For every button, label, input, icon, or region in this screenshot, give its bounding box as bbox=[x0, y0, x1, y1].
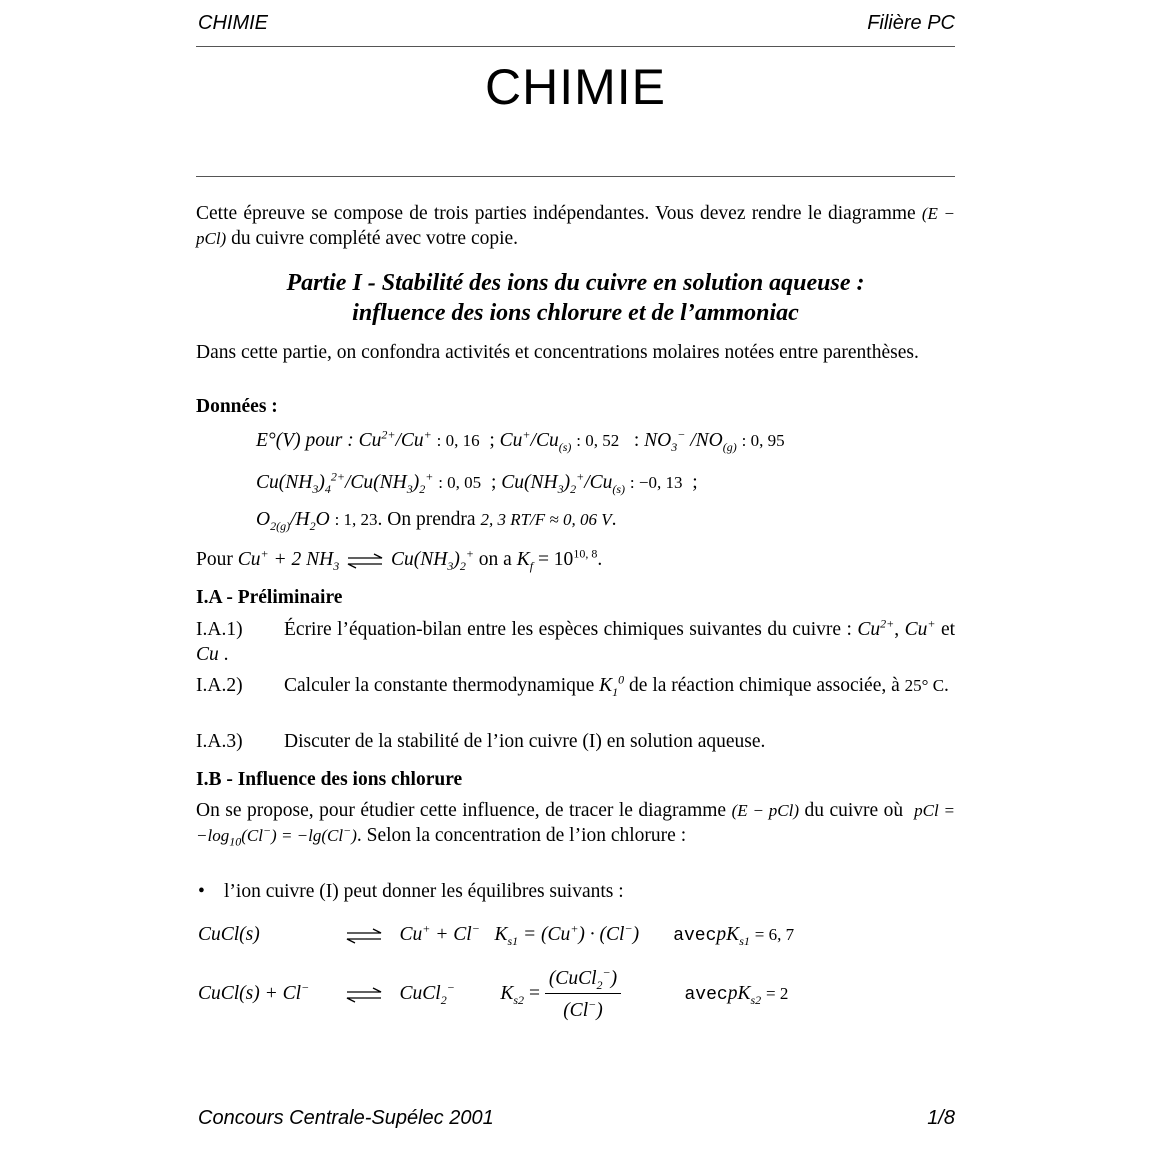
q2-text-1: Calculer la constante thermodynamique bbox=[284, 675, 595, 696]
bullet-icon: • bbox=[198, 881, 205, 902]
bullet-item bbox=[196, 879, 955, 904]
bullet-text: l’ion cuivre (I) peut donner les équilibres suivants : bbox=[224, 881, 624, 902]
b-text-3: . Selon la concentration de l’ion chlorure : bbox=[356, 825, 687, 846]
equilibrium-2: CuCl(s) + Cl− CuCl$_2$− $K_{s2}$ = $\frac{(CuCl_2^-)}{(Cl^-)}$ avecpK$_{s2}$ = 2 bbox=[198, 965, 789, 1021]
document-page bbox=[196, 0, 955, 1152]
part1-intro: Dans cette partie, on confondra activités et concentrations molaires notées entre parenthèses. bbox=[196, 342, 919, 363]
data-line-3: $O_{2(g)}/H_2O$ : 1, 23. On prendra 2, 3 RT/F ≈ 0, 06 V. bbox=[256, 509, 617, 533]
question-ia3 bbox=[196, 729, 955, 754]
section-a-title: I.A - Préliminaire bbox=[196, 587, 343, 608]
header-subject: CHIMIE bbox=[198, 12, 268, 34]
question-ia1: I.A.1) Écrire l’équation-bilan entre les espèces chimiques suivantes du cuivre : $Cu^{2+}$, Cu+ et Cu . bbox=[196, 616, 956, 665]
e0-value-4: : 0, 05 bbox=[438, 473, 482, 492]
pour-label: Pour bbox=[196, 549, 233, 570]
q3-number: I.A.3) bbox=[196, 731, 243, 752]
equilibrium-arrow-icon bbox=[343, 928, 385, 944]
part1-title-line2: influence des ions chlorure et de l’ammoniac bbox=[352, 300, 799, 326]
section-b-paragraph: On se propose, pour étudier cette influence, de tracer le diagramme (E − pCl) du cuivre où pCl = $-\log_{10}(Cl^-) = -\lg(Cl^-)$. Selon la concentration de l’ion chlorure : bbox=[196, 800, 956, 849]
data-line-2: $Cu(NH_3)_4^{2+}/Cu(NH_3)_2^+$ : 0, 05 ; $Cu(NH_3)_2^+/Cu_{(s)}$ : −0, 13 ; bbox=[256, 469, 698, 496]
q1-et: et bbox=[940, 619, 956, 640]
q1-number: I.A.1) bbox=[196, 619, 243, 640]
e0-value-2: : 0, 52 bbox=[576, 431, 620, 450]
eq1-pk-value: = 6, 7 bbox=[754, 925, 795, 944]
page-header bbox=[196, 12, 955, 36]
e0-value-5: : −0, 13 bbox=[629, 473, 683, 492]
intro-text: Cette épreuve se compose de trois parties indépendantes. Vous devez rendre le diagramme bbox=[196, 203, 916, 224]
e0-value-6: : 1, 23 bbox=[334, 510, 378, 529]
page-title: CHIMIE bbox=[485, 59, 666, 115]
b-math-diagram: (E − pCl) bbox=[731, 801, 800, 820]
intro-math: (E − pCl) bbox=[196, 204, 955, 248]
question-ia2: I.A.2) Calculer la constante thermodynamique $K_1^0$ de la réaction chimique associée, à 25° C. bbox=[196, 672, 949, 699]
eq2-avec: avec bbox=[684, 984, 728, 1005]
eq2-pk-value: = 2 bbox=[766, 983, 789, 1003]
data-prendra: . On prendra bbox=[377, 509, 476, 530]
kf-exponent: 10, 8 bbox=[573, 546, 598, 561]
intro-paragraph bbox=[196, 201, 955, 251]
on-a-label: on a bbox=[478, 549, 512, 570]
q3-text: Discuter de la stabilité de l’ion cuivre (I) en solution aqueuse. bbox=[284, 731, 766, 752]
q2-temperature: 25° C bbox=[904, 676, 945, 695]
b-text-2: du cuivre où bbox=[804, 800, 904, 821]
equilibrium-1: CuCl(s) Cu+ + Cl− $K_{s1} = (Cu^+) \cdot (Cl^-)$ avecpK$_{s1}$ = 6, 7 bbox=[198, 921, 795, 948]
section-b-title: I.B - Influence des ions chlorure bbox=[196, 769, 463, 790]
data-line-1: E°(V) pour : $Cu^{2+}/Cu^+$ : 0, 16 ; $Cu^+/Cu_{(s)}$ : 0, 52 : $NO_3^-$ $/NO_{(g)}$ : 0, 95 bbox=[256, 427, 785, 454]
footer-exam: Concours Centrale-Supélec 2001 bbox=[198, 1107, 494, 1129]
title-rule bbox=[196, 176, 955, 177]
ks2-fraction: $\frac{(CuCl_2^-)}{(Cl^-)}$ bbox=[545, 966, 621, 1023]
q2-number: I.A.2) bbox=[196, 675, 243, 696]
header-track: Filière PC bbox=[867, 12, 955, 34]
part1-title-line1: Partie I - Stabilité des ions du cuivre en solution aqueuse : bbox=[286, 270, 865, 296]
e0-value-3: : 0, 95 bbox=[741, 431, 785, 450]
b-text-1: On se propose, pour étudier cette influence, de tracer le diagramme bbox=[196, 800, 727, 821]
part1-heading bbox=[196, 268, 955, 328]
equilibrium-arrow-icon bbox=[344, 553, 386, 569]
e0-label: E°(V) pour : bbox=[256, 430, 354, 451]
e0-value-1: : 0, 16 bbox=[436, 431, 480, 450]
q2-text-2: de la réaction chimique associée, à bbox=[629, 675, 900, 696]
kf-line: Pour Cu+ + 2 $NH_3$ $Cu(NH_3)_2^+$ on a $K_f = 10^{10, 8}$. bbox=[196, 546, 603, 573]
intro-text-end: du cuivre complété avec votre copie. bbox=[231, 228, 519, 249]
header-rule bbox=[196, 46, 955, 47]
footer-page-number: 1/8 bbox=[927, 1107, 955, 1129]
q1-text: Écrire l’équation-bilan entre les espèces chimiques suivantes du cuivre : bbox=[284, 619, 852, 640]
data-rtf: 2, 3 RT/F ≈ 0, 06 V bbox=[480, 510, 612, 529]
equilibrium-arrow-icon bbox=[343, 987, 385, 1003]
eq1-avec: avec bbox=[673, 926, 717, 946]
donnees-label: Données : bbox=[196, 396, 278, 417]
